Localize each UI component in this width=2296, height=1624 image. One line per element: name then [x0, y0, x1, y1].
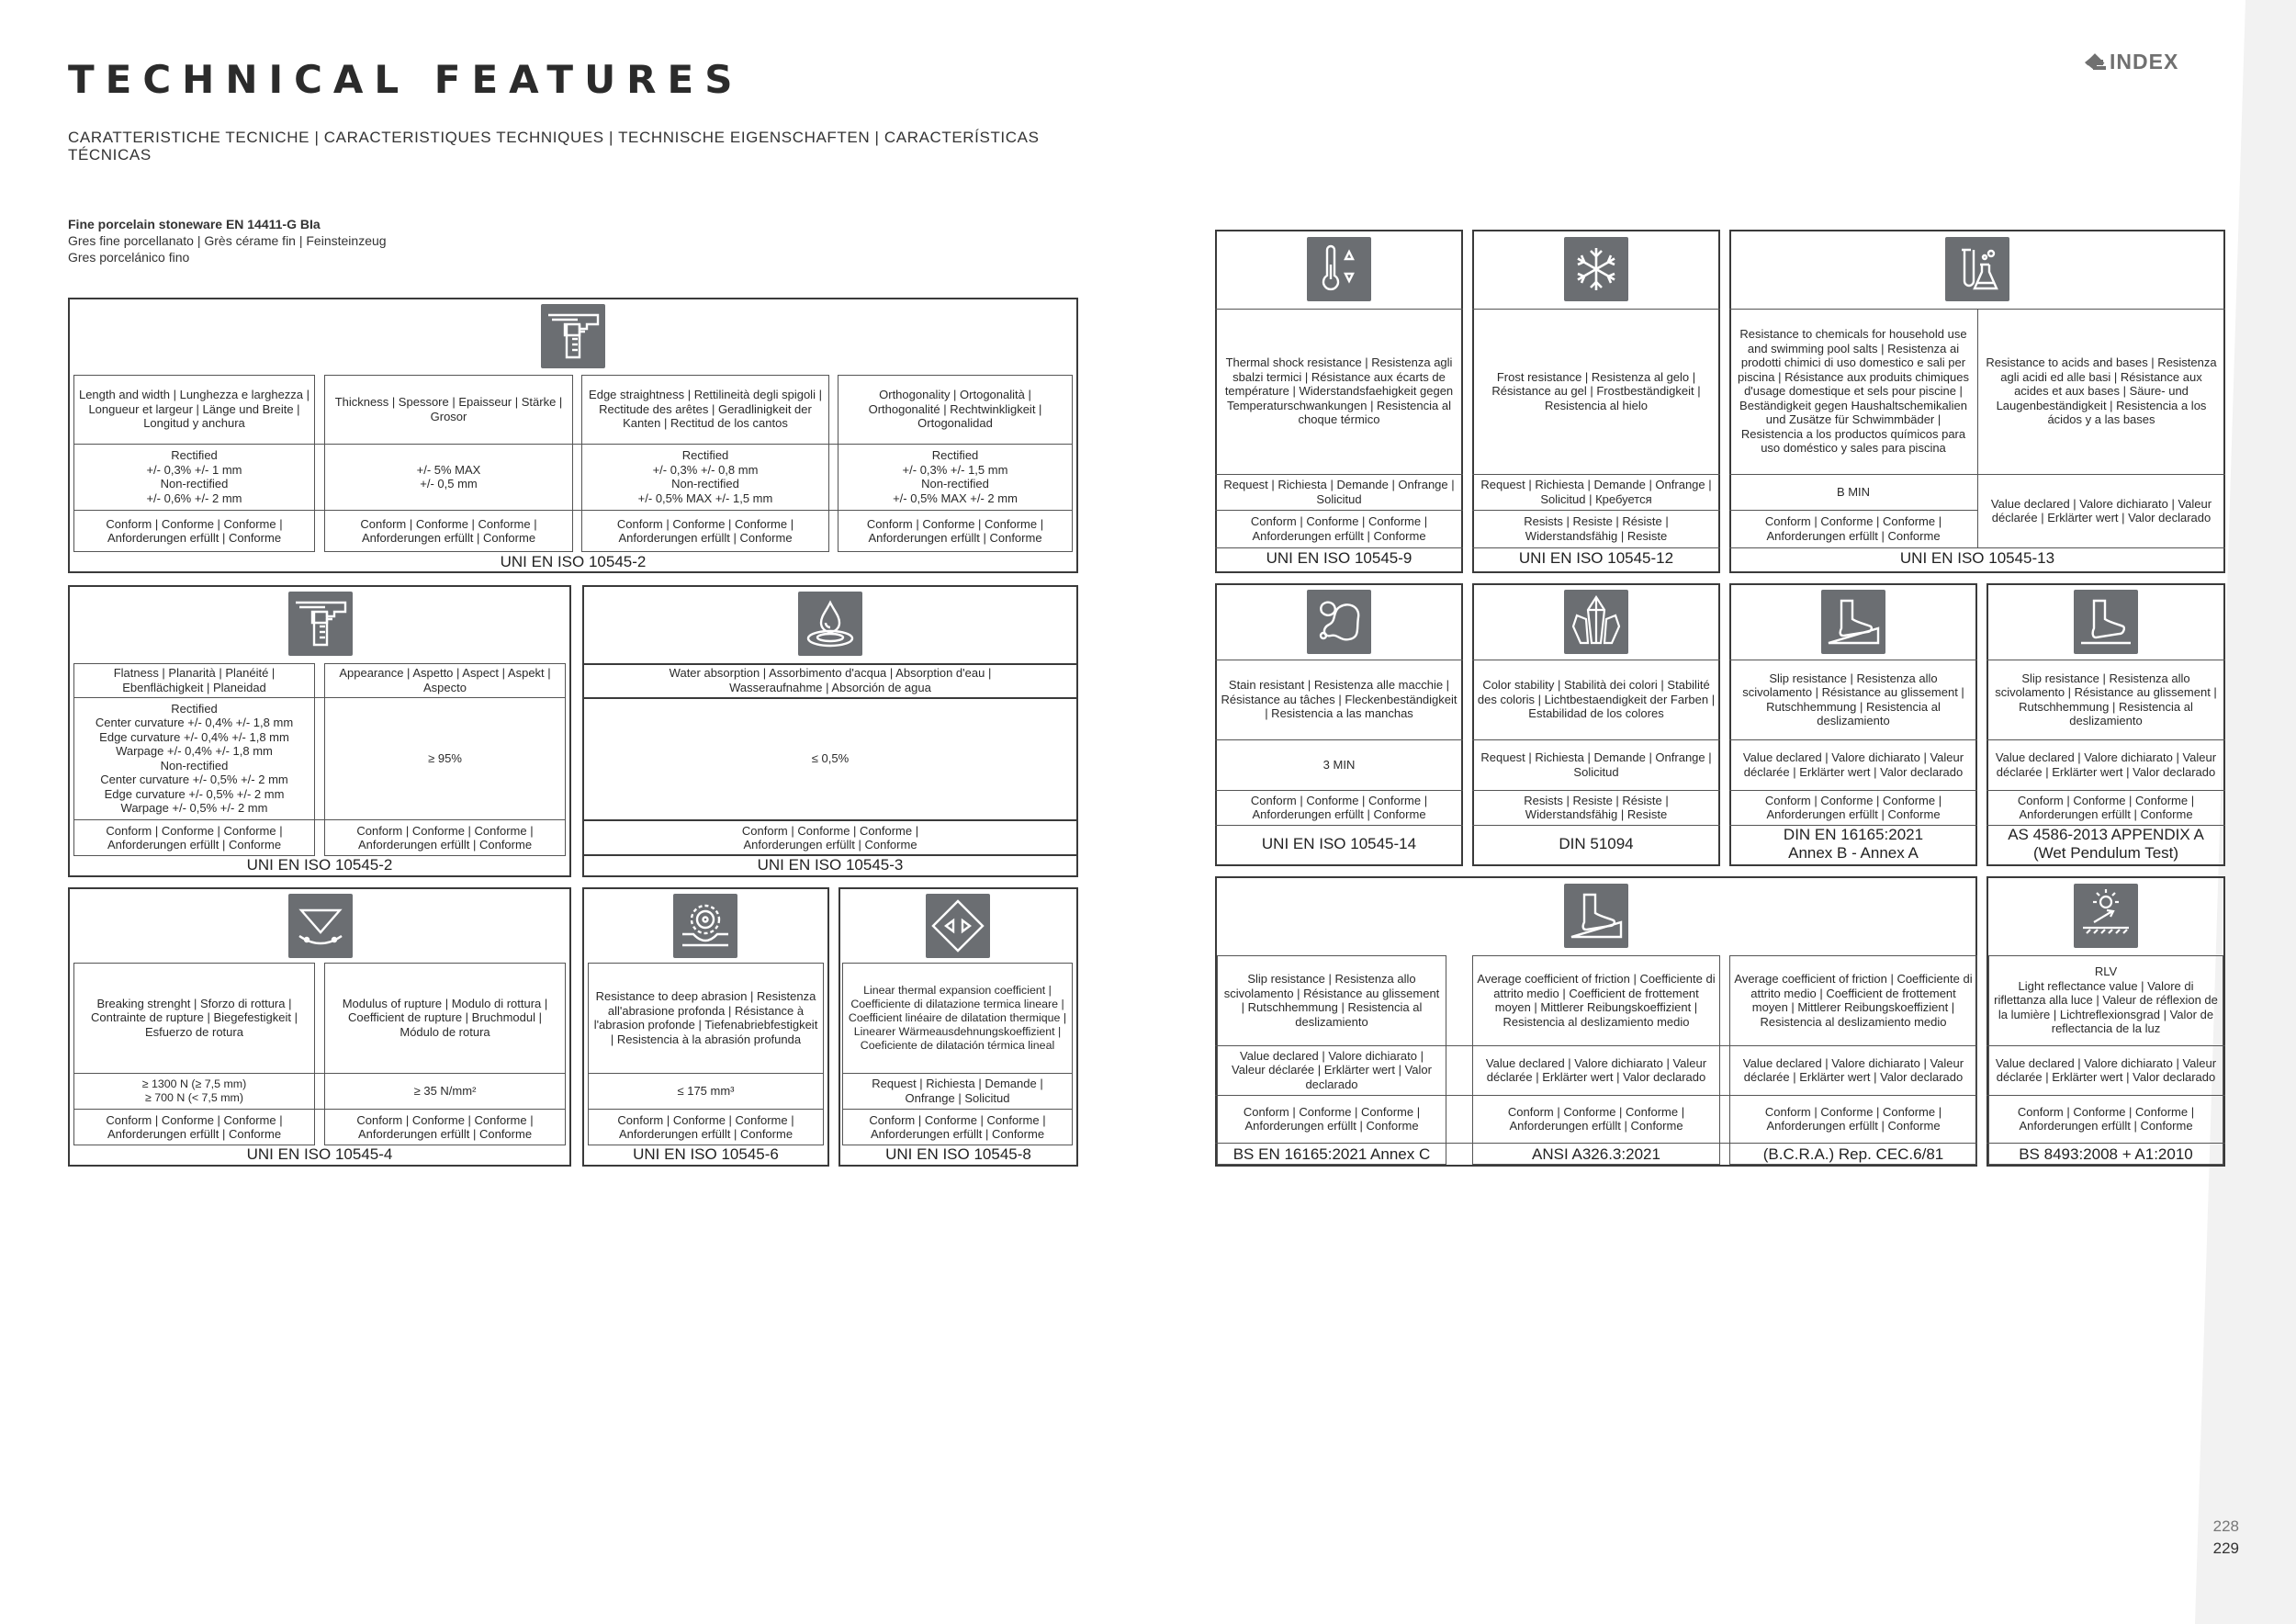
feature-label: Thermal shock resistance | Resistenza agli sbalzi termici | Résistance aux écarts de température | Widerstandsfaehigkeit gegen Temperaturschwankungen | Resistencia al choque térmico [1224, 355, 1454, 427]
conform-text: Conform | Conforme | Conforme | Anforderungen erfüllt | Conforme [1507, 1104, 1685, 1133]
conform-text: Conform | Conforme | Conforme | Anforderungen erfüllt | Conforme [1243, 1104, 1421, 1133]
feature-value: 3 MIN [1322, 757, 1356, 772]
feature-label: Breaking strenght | Sforzo di rottura | Contrainte de rupture | Biegefestigkeit | Esfuerzo de rotura [91, 996, 298, 1039]
feature-value: ≥ 35 N/mm² [413, 1083, 477, 1098]
feature-label: Edge straightness | Rettilineità degli spigoli | Rectitude des arêtes | Geradlinigkeit der Kanten | Rectitud de los cantos [589, 388, 822, 431]
feature-value: Value declared | Valore dichiarato | Valeur déclarée | Erklärter wert | Valor declarado [1995, 1055, 2217, 1084]
expansion-arrows-icon [926, 894, 990, 958]
norm-label: DIN 51094 [1559, 835, 1634, 852]
page-number-left: 228 [2212, 1517, 2239, 1535]
divider [1472, 547, 1720, 548]
feature-label: Resistance to chemicals for household use and swimming pool salts | Resistenza ai prodotti chimici di uso domestico e sali per piscina | Résistance aux produits chimiques d'usage domestique et sels pour piscine | Beständigkeit gegen Haushaltschemikalien und Zusätze für Schwimmbäder | Resistencia a los productos químicos para uso doméstico y sales para piscina [1738, 327, 1969, 456]
foot-slope-icon [1821, 590, 1885, 654]
conform-text: Conform | Conforme | Conforme | Anforderungen erfüllt | Conforme [741, 823, 919, 851]
feature-label: Orthogonality | Ortogonalità | Orthogonalité | Rechtwinkligkeit | Ortogonalidad [868, 388, 1042, 431]
breaking-load-icon [288, 894, 353, 958]
page-title: TECHNICAL FEATURES [68, 57, 744, 102]
norm-label: UNI EN ISO 10545-13 [1899, 549, 2055, 567]
feature-value: Value declared | Valore dichiarato | Valeur déclarée | Erklärter wert | Valor declarado [1742, 750, 1964, 779]
feature-label: Modulus of rupture | Modulo di rottura | Coefficient de rupture | Bruchmodul | Módulo de rotura [342, 996, 548, 1039]
index-link[interactable] [2083, 50, 2178, 74]
norm-label: (B.C.R.A.) Rep. CEC.6/81 [1762, 1145, 1944, 1163]
material-line-3: Gres porcelánico fino [68, 250, 190, 265]
conform-text: Conform | Conforme | Conforme | Anforderungen erfüllt | Conforme [2017, 793, 2195, 821]
feature-value: Request | Richiesta | Demande | Onfrange | Solicitud [1223, 478, 1455, 506]
feature-value: ≤ 0,5% [811, 750, 850, 765]
water-drop-icon [798, 592, 862, 656]
divider [1215, 825, 1463, 826]
feature-label: Linear thermal expansion coefficient | Coefficiente di dilatazione termica lineare | Coefficient linéaire de dilatation thermique | Linearer Wärmeausdehnungskoeffizient | Coeficiente de dilatación térmica lineal [848, 983, 1067, 1052]
conform-text: Conform | Conforme | Conforme | Anforderungen erfüllt | Conforme [106, 823, 283, 851]
feature-value: Value declared | Valore dichiarato | Valeur déclarée | Erklärter wert | Valor declarado [1485, 1055, 1707, 1084]
divider [1215, 1143, 1977, 1144]
resists-text: Resists | Resiste | Résiste | Widerstandsfähig | Resiste [1524, 514, 1669, 543]
conform-text: Conform | Conforme | Conforme | Anforderungen erfüllt | Conforme [360, 516, 537, 545]
feature-label: RLV Light reflectance value | Valore di riflettanza alla luce | Valeur de réflexion de la lumière | Lichtreflexionsgrad | Valor de reflectancia de la luz [1994, 964, 2218, 1036]
norm-label: BS EN 16165:2021 Annex C [1232, 1145, 1431, 1163]
norm-label: UNI EN ISO 10545-9 [1266, 549, 1412, 567]
conform-text: Conform | Conforme | Conforme | Anforderungen erfüllt | Conforme [106, 516, 283, 545]
feature-label: Color stability | Stabilità dei colori | Stabilité des coloris | Lichtbestaendigkeit der Farben | Estabilidad de los colores [1477, 678, 1716, 721]
feature-label: Slip resistance | Resistenza allo scivolamento | Résistance au glissement | Rutschhemmung | Resistencia al deslizamiento [1995, 671, 2217, 727]
page-subtitle: CARATTERISTICHE TECNICHE | CARACTERISTIQUES TECHNIQUES | TECHNISCHE EIGENSCHAFTEN | CARACTERÍSTICAS TÉCNICAS [68, 129, 1040, 164]
norm-label: UNI EN ISO 10545-12 [1518, 549, 1674, 567]
feature-value: ≥ 1300 N (≥ 7,5 mm) ≥ 700 N (< 7,5 mm) [141, 1077, 247, 1104]
feature-value: Request | Richiesta | Demande | Onfrange | Solicitud [1480, 750, 1712, 779]
divider [1986, 1143, 2225, 1144]
caliper-icon [541, 304, 605, 368]
norm-label: DIN EN 16165:2021 Annex B - Annex A [1783, 826, 1924, 862]
feature-value: Request | Richiesta | Demande | Onfrange | Solicitud [872, 1077, 1043, 1105]
feature-label: Average coefficient of friction | Coefficiente di attrito medio | Coefficient de frottement moyen | Mittlerer Reibungskoeffizient | Resistencia al deslizamiento medio [1477, 972, 1716, 1029]
feature-label: Appearance | Aspetto | Aspect | Aspekt | Aspecto [339, 666, 551, 694]
material-description [68, 216, 387, 265]
foot-pendulum-icon [2074, 590, 2138, 654]
feature-value: Value declared | Valore dichiarato | Valeur déclarée | Erklärter wert | Valor declarado [1232, 1048, 1432, 1091]
norm-label: UNI EN ISO 10545-8 [885, 1145, 1031, 1163]
feature-value: Value declared | Valore dichiarato | Valeur déclarée | Erklärter wert | Valor declarado [1990, 496, 2212, 524]
chemical-flask-icon [1945, 237, 2009, 301]
conform-text: Conform | Conforme | Conforme | Anforderungen erfüllt | Conforme [1764, 514, 1942, 543]
norm-label: UNI EN ISO 10545-3 [757, 856, 904, 874]
norm-label: UNI EN ISO 10545-2 [500, 553, 647, 570]
thermometer-icon [1307, 237, 1371, 301]
resists-text: Resists | Resiste | Résiste | Widerstandsfähig | Resiste [1524, 793, 1669, 821]
feature-value: +/- 5% MAX +/- 0,5 mm [416, 462, 481, 491]
norm-label: UNI EN ISO 10545-4 [246, 1145, 393, 1163]
crystal-icon [1564, 590, 1628, 654]
feature-label: Frost resistance | Resistenza al gelo | Résistance au gel | Frostbeständigkeit | Resistencia al hielo [1491, 369, 1701, 412]
conform-text: Conform | Conforme | Conforme | Anforderungen erfüllt | Conforme [616, 516, 794, 545]
feature-value: Rectified +/- 0,3% +/- 1,5 mm Non-rectified +/- 0,5% MAX +/- 2 mm [893, 448, 1018, 505]
conform-text: Conform | Conforme | Conforme | Anforderungen erfüllt | Conforme [869, 1112, 1046, 1141]
foot-ramp-icon [1564, 884, 1628, 948]
feature-label: Length and width | Lunghezza e larghezza | Longueur et largeur | Länge und Breite | Longitud y anchura [78, 388, 310, 431]
feature-label: Water absorption | Assorbimento d'acqua | Absorption d'eau | Wasseraufnahme | Absorción de agua [669, 666, 992, 694]
feature-label: Stain resistant | Resistenza alle macchie | Résistance au tâches | Fleckenbeständigkeit | Resistencia a las manchas [1221, 678, 1458, 721]
conform-text: Conform | Conforme | Conforme | Anforderungen erfüllt | Conforme [866, 516, 1044, 545]
norm-label: BS 8493:2008 + A1:2010 [2019, 1145, 2193, 1163]
snowflake-icon [1564, 237, 1628, 301]
feature-label: Resistance to deep abrasion | Resistenza all'abrasione profonda | Résistance à l'abrasion profonde | Tiefenabriebfestigkeit | Resistencia à la abrasión profunda [593, 989, 818, 1046]
feature-label: Average coefficient of friction | Coefficiente di attrito medio | Coefficient de frottement moyen | Mittlerer Reibungskoeffizient | Resistencia al deslizamiento medio [1734, 972, 1973, 1029]
divider [1215, 547, 1463, 548]
conform-text: Conform | Conforme | Conforme | Anforderungen erfüllt | Conforme [106, 1112, 283, 1141]
feature-value: Rectified Center curvature +/- 0,4% +/- 1,8 mm Edge curvature +/- 0,4% +/- 1,8 mm Warpage +/- 0,4% +/- 1,8 mm Non-rectified Center curvature +/- 0,5% +/- 2 mm Edge curvature +/- 0,5% +/- 2 mm Warpage +/- 0,5% +/- 2 mm [95, 701, 294, 815]
norm-label: UNI EN ISO 10545-6 [633, 1145, 779, 1163]
divider [1472, 825, 1720, 826]
feature-value: Rectified +/- 0,3% +/- 1 mm Non-rectified +/- 0,6% +/- 2 mm [146, 448, 242, 505]
feature-label: Slip resistance | Resistenza allo scivolamento | Résistance au glissement | Rutschhemmung | Resistencia al deslizamiento [1742, 671, 1964, 727]
caliper-icon [288, 592, 353, 656]
feature-label: Slip resistance | Resistenza allo scivolamento | Résistance au glissement | Rutschhemmung | Resistencia al deslizamiento [1223, 972, 1440, 1029]
feature-value: ≤ 175 mm³ [677, 1083, 735, 1098]
page-number-right: 229 [2212, 1539, 2239, 1557]
light-reflectance-icon [2074, 884, 2138, 948]
conform-text: Conform | Conforme | Conforme | Anforderungen erfüllt | Conforme [1764, 1104, 1942, 1133]
conform-text: Conform | Conforme | Conforme | Anforderungen erfüllt | Conforme [356, 823, 534, 851]
divider [1729, 547, 2225, 548]
feature-label: Resistance to acids and bases | Resistenza agli acidi ed alle basi | Résistance aux acides et aux bases | Säure- und Laugenbeständigkeit | Resistencia a los ácidos y a las bases [1986, 355, 2217, 427]
index-label: INDEX [2110, 50, 2179, 73]
feature-value: Rectified +/- 0,3% +/- 0,8 mm Non-rectified +/- 0,5% MAX +/- 1,5 mm [637, 448, 773, 505]
norm-label: ANSI A326.3:2021 [1532, 1145, 1660, 1163]
feature-value: Value declared | Valore dichiarato | Valeur déclarée | Erklärter wert | Valor declarado [1742, 1055, 1964, 1084]
norm-label: UNI EN ISO 10545-2 [246, 856, 393, 874]
conform-text: Conform | Conforme | Conforme | Anforderungen erfüllt | Conforme [2017, 1104, 2195, 1133]
abrasion-disc-icon [673, 894, 737, 958]
norm-label: AS 4586-2013 APPENDIX A (Wet Pendulum Test) [2008, 826, 2204, 862]
feature-value: Value declared | Valore dichiarato | Valeur déclarée | Erklärter wert | Valor declarado [1995, 750, 2217, 779]
feature-value: Request | Richiesta | Demande | Onfrange | Solicitud | Кребуется [1480, 478, 1712, 506]
conform-text: Conform | Conforme | Conforme | Anforderungen erfüllt | Conforme [356, 1112, 534, 1141]
conform-text: Conform | Conforme | Conforme | Anforderungen erfüllt | Conforme [1250, 514, 1428, 543]
feature-value: B MIN [1836, 484, 1871, 499]
norm-label: UNI EN ISO 10545-14 [1261, 835, 1417, 852]
conform-text: Conform | Conforme | Conforme | Anforderungen erfüllt | Conforme [1764, 793, 1942, 821]
material-line-2: Gres fine porcellanato | Grès cérame fin | Feinsteinzeug [68, 233, 387, 248]
feature-value: ≥ 95% [428, 750, 462, 765]
arrow-up-icon [2083, 53, 2107, 72]
stain-icon [1307, 590, 1371, 654]
feature-label: Thickness | Spessore | Epaisseur | Stärke | Grosor [334, 395, 563, 423]
feature-label: Flatness | Planarità | Planéité | Ebenflächigkeit | Planeidad [113, 666, 276, 694]
material-line-1: Fine porcelain stoneware EN 14411-G BIa [68, 217, 321, 231]
conform-text: Conform | Conforme | Conforme | Anforderungen erfüllt | Conforme [617, 1112, 794, 1141]
conform-text: Conform | Conforme | Conforme | Anforderungen erfüllt | Conforme [1250, 793, 1428, 821]
